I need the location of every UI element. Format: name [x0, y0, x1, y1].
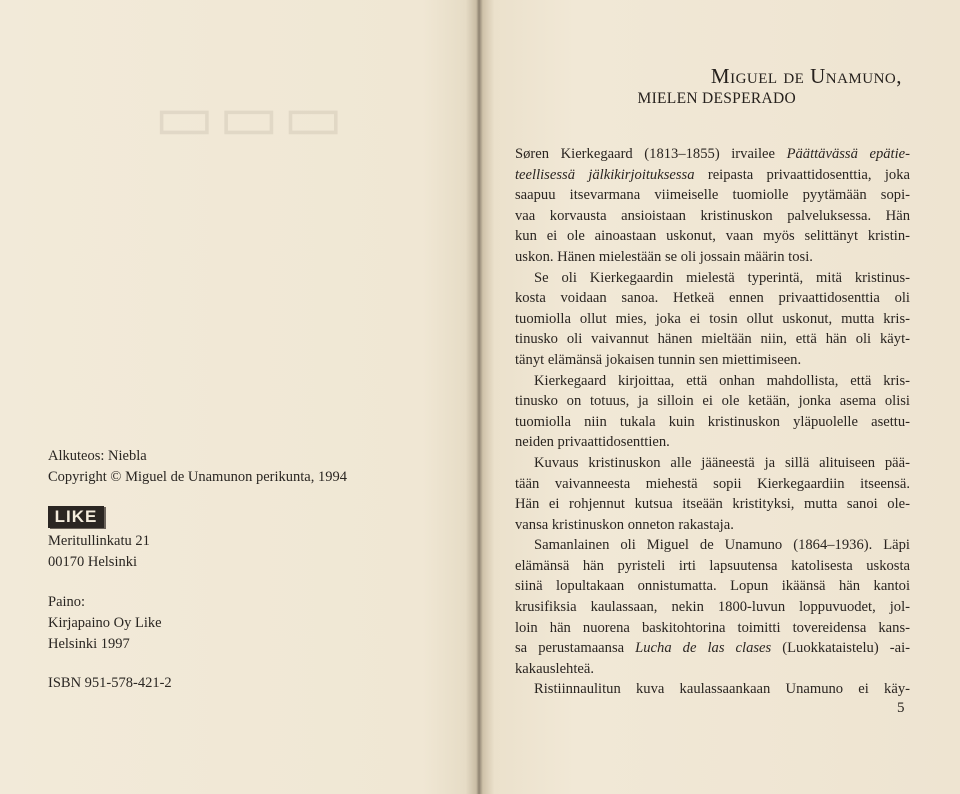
- text-line: Ristiinnaulitun kuva kaulassaankaan Unamuno ei käy-: [534, 681, 910, 698]
- text-line: kosta voidaan sanoa. Hetkeä ennen privaattidosenttia oli: [515, 290, 910, 307]
- text-line: loin hän nuorena baskitohtorina toimitti tovereidensa kans-: [515, 619, 910, 636]
- text-line: Kierkegaard kirjoittaa, että onhan mahdollista, että kris-: [534, 372, 910, 389]
- printer-place-year: Helsinki 1997: [48, 636, 130, 652]
- text-line: elämänsä hän pyristeli irti lapsuutensa katolisesta uskosta: [515, 557, 910, 574]
- text-line: sa perustamaansa Lucha de las clases (Luokkataistelu) -ai-: [515, 640, 910, 657]
- printer-info: [48, 592, 162, 655]
- text-line: tinusko on totuus, ja silloin ei ole ketään, jonka asema olisi: [515, 393, 910, 410]
- text-line: kakauslehteä.: [515, 660, 595, 677]
- text-line: vaa korvausta ansioistaan kristinuskon palveluksessa. Hän: [515, 207, 910, 224]
- chapter-body: [515, 144, 910, 700]
- printer-label: Paino:: [48, 594, 86, 610]
- chapter-title: Miguel de Unamuno,: [710, 64, 902, 88]
- text-line: Søren Kierkegaard (1813–1855) irvailee Päättävässä epätie-: [515, 146, 910, 162]
- text-line: tään vaivanneesta miehestä sopii Kierkegaardiin itseensä.: [515, 475, 910, 492]
- text-line: tuomiolla ollut mies, joka ei tosin ollut uskonut, mutta kris-: [515, 310, 910, 327]
- right-page: [482, 0, 960, 794]
- text-line: uskon. Hänen mielestään se oli jossain määrin tosi.: [515, 248, 813, 265]
- printer-name: Kirjapaino Oy Like: [48, 615, 162, 631]
- text-line: neiden privaattidosenttien.: [515, 434, 670, 451]
- text-line: Kuvaus kristinuskon alle jääneestä ja sillä alituiseen pää-: [534, 454, 910, 471]
- italic-text: Päättävässä epätie-: [786, 146, 910, 162]
- italic-text: Lucha de las clases: [635, 640, 772, 657]
- text-line: vansa kristinuskon onneton rakastaja.: [515, 516, 734, 533]
- text-line: tuomiolla niin tukala kuin kristinuskon yläpuolelle asettu-: [515, 413, 910, 430]
- text-line: kun ei ole ainoastaan uskonut, vaan myös selittänyt kristin-: [515, 228, 910, 245]
- original-title: Alkuteos: Niebla: [48, 448, 147, 464]
- colophon-top: [48, 446, 347, 488]
- show-through-mark: ▭▭▭: [150, 81, 344, 153]
- publisher-logo: LIKE: [48, 506, 104, 528]
- text-line: siinä lopultakaan onnistumatta. Lopun ikäänsä hän kantoi: [515, 578, 910, 595]
- italic-text: teellisessä jälkikirjoituksessa: [515, 166, 695, 183]
- text-line: Se oli Kierkegaardin mielestä typerintä, mitä kristinus-: [534, 269, 910, 286]
- text-line: Hän ei rohjennut kutsua itseään kristityksi, mutta sanoi ole-: [515, 496, 910, 513]
- text-line: tinusko oli vaivannut hänen mieltään niin, että hän oli käyt-: [515, 331, 910, 348]
- text-line: Samanlainen oli Miguel de Unamuno (1864–1936). Läpi: [534, 537, 910, 554]
- text-line: tänyt elämänsä jokaisen tunnin sen miettimiseen.: [515, 351, 802, 368]
- text-line: krusifiksia kaulassaan, nekin 1800-luvun loppuvuodet, jol-: [515, 599, 910, 616]
- page-number: 5: [897, 700, 905, 716]
- address-street: Meritullinkatu 21: [48, 533, 150, 549]
- isbn: ISBN 951-578-421-2: [48, 675, 172, 691]
- text-line: saapuu itsevarmana viimeiselle tuomiolle pyytämään sopi-: [515, 187, 910, 204]
- copyright-line: Copyright © Miguel de Unamunon perikunta, 1994: [48, 469, 347, 485]
- address-city: 00170 Helsinki: [48, 554, 138, 570]
- publisher-address: [48, 531, 150, 573]
- text-line: teellisessä jälkikirjoituksessa reipasta privaattidosenttia, joka: [515, 166, 910, 183]
- left-page: [0, 0, 478, 794]
- chapter-subtitle: MIELEN DESPERADO: [637, 90, 796, 107]
